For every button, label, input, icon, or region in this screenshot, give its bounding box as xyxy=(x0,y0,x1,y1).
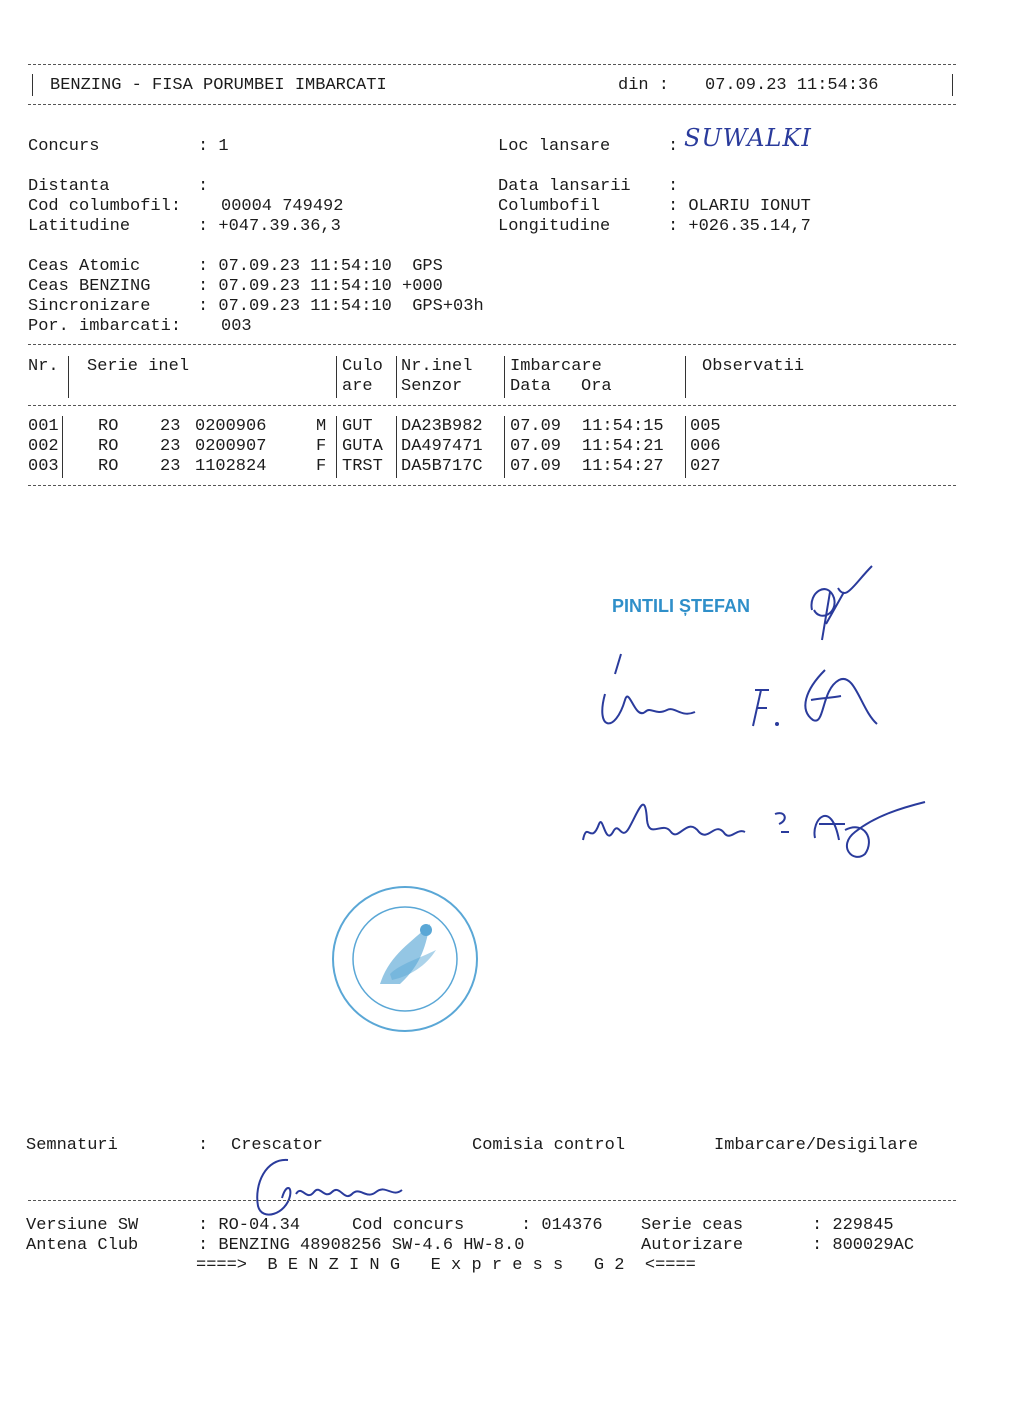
longitudine-value: : +026.35.14,7 xyxy=(668,217,811,236)
col-header-observatii: Observatii xyxy=(702,357,805,376)
cell-date: 07.09 xyxy=(510,417,562,436)
cell-nr: 001 xyxy=(28,417,59,436)
col-header-imbarcare: Imbarcare xyxy=(510,357,602,376)
col-sep xyxy=(504,356,505,398)
col-sep xyxy=(336,356,337,398)
distanta-label: Distanta xyxy=(28,177,110,196)
por-imbarcati-label: Por. imbarcati: xyxy=(28,317,182,336)
table-header-rule xyxy=(28,405,956,406)
col-sep xyxy=(685,356,686,398)
document-title: BENZING - FISA PORUMBEI IMBARCATI xyxy=(50,76,387,95)
cell-color: GUTA xyxy=(342,437,383,456)
concurs-value: : 1 xyxy=(198,137,229,156)
latitudine-value: : +047.39.36,3 xyxy=(198,217,341,236)
autorizare-label: Autorizare xyxy=(641,1236,744,1255)
header-date-value: 07.09.23 11:54:36 xyxy=(705,76,879,95)
cell-obs: 027 xyxy=(690,457,721,476)
cell-country: RO xyxy=(98,437,119,456)
cod-concurs-value: : 014376 xyxy=(521,1216,603,1235)
cell-year: 23 xyxy=(160,457,181,476)
col-header-data: Data xyxy=(510,377,551,396)
serie-ceas-value: : 229845 xyxy=(812,1216,894,1235)
signature-turcu xyxy=(585,650,905,770)
cell-sex: F xyxy=(316,457,327,476)
cell-date: 07.09 xyxy=(510,457,562,476)
cell-date: 07.09 xyxy=(510,437,562,456)
cell-nr: 003 xyxy=(28,457,59,476)
sincronizare-label: Sincronizare xyxy=(28,297,151,316)
col-header-culo: Culo xyxy=(342,357,383,376)
cell-sex: M xyxy=(316,417,327,436)
cell-sensor: DA5B717C xyxy=(401,457,483,476)
cell-obs: 006 xyxy=(690,437,721,456)
ceas-benzing-value: : 07.09.23 11:54:10 +000 xyxy=(198,277,443,296)
cell-time: 11:54:15 xyxy=(582,417,664,436)
cell-ring: 0200907 xyxy=(195,437,267,456)
antena-value: : BENZING 48908256 SW-4.6 HW-8.0 xyxy=(198,1236,525,1255)
header-right-bar xyxy=(952,74,953,96)
semnaturi-label: Semnaturi xyxy=(26,1136,118,1155)
col-header-ora: Ora xyxy=(581,377,612,396)
benzing-banner: ====> B E N Z I N G E x p r e s s G 2 <==== xyxy=(196,1256,696,1275)
cell-time: 11:54:27 xyxy=(582,457,664,476)
cell-nr: 002 xyxy=(28,437,59,456)
antena-label: Antena Club xyxy=(26,1236,139,1255)
columbofil-label: Columbofil xyxy=(498,197,601,216)
longitudine-label: Longitudine xyxy=(498,217,611,236)
crescator-label: Crescator xyxy=(231,1136,323,1155)
cell-country: RO xyxy=(98,457,119,476)
col-header-senzor: Senzor xyxy=(401,377,463,396)
col-header-are: are xyxy=(342,377,373,396)
row-sep xyxy=(504,416,505,478)
versiune-value: : RO-04.34 xyxy=(198,1216,301,1235)
ceas-atomic-label: Ceas Atomic xyxy=(28,257,141,276)
cell-year: 23 xyxy=(160,417,181,436)
latitudine-label: Latitudine xyxy=(28,217,131,236)
serie-ceas-label: Serie ceas xyxy=(641,1216,744,1235)
por-imbarcati-value: 003 xyxy=(221,317,252,336)
col-sep xyxy=(68,356,69,398)
semnaturi-colon: : xyxy=(198,1136,209,1155)
cod-concurs-label: Cod concurs xyxy=(352,1216,465,1235)
imbarcare-desigilare-label: Imbarcare/Desigilare xyxy=(714,1136,919,1155)
columbofil-value: : OLARIU IONUT xyxy=(668,197,811,216)
col-header-nr: Nr. xyxy=(28,357,59,376)
loc-lansare-handwritten: SUWALKI xyxy=(684,124,812,152)
versiune-label: Versiune SW xyxy=(26,1216,139,1235)
data-lansarii-value: : xyxy=(668,177,679,196)
sincronizare-value: : 07.09.23 11:54:10 GPS+03h xyxy=(198,297,484,316)
header-left-bar xyxy=(32,74,33,96)
cell-sensor: DA23B982 xyxy=(401,417,483,436)
cell-color: GUT xyxy=(342,417,373,436)
row-sep xyxy=(396,416,397,478)
comisia-control-label: Comisia control xyxy=(472,1136,626,1155)
row-sep xyxy=(62,416,63,478)
cell-country: RO xyxy=(98,417,119,436)
cod-columbofil-value: 00004 749492 xyxy=(221,197,344,216)
col-sep xyxy=(396,356,397,398)
row-sep xyxy=(685,416,686,478)
concurs-label: Concurs xyxy=(28,137,100,156)
autorizare-value: : 800029AC xyxy=(812,1236,915,1255)
cell-time: 11:54:21 xyxy=(582,437,664,456)
table-bottom-rule xyxy=(28,485,956,486)
footer-rule xyxy=(28,1200,956,1201)
signature-munteanu xyxy=(575,780,935,870)
col-header-nrinel: Nr.inel xyxy=(401,357,473,376)
header-bottom-rule xyxy=(28,104,956,105)
loc-lansare-label: Loc lansare xyxy=(498,137,611,156)
distanta-value: : xyxy=(198,177,209,196)
cell-ring: 0200906 xyxy=(195,417,267,436)
row-sep xyxy=(336,416,337,478)
loc-lansare-colon: : xyxy=(668,137,679,156)
header-top-rule xyxy=(28,64,956,65)
cell-sex: F xyxy=(316,437,327,456)
cell-year: 23 xyxy=(160,437,181,456)
table-top-rule xyxy=(28,344,956,345)
ceas-atomic-value: : 07.09.23 11:54:10 GPS xyxy=(198,257,443,276)
club-seal xyxy=(330,884,480,1034)
cell-sensor: DA497471 xyxy=(401,437,483,456)
cell-obs: 005 xyxy=(690,417,721,436)
signature-pintili xyxy=(800,562,880,652)
ceas-benzing-label: Ceas BENZING xyxy=(28,277,151,296)
cell-ring: 1102824 xyxy=(195,457,267,476)
header-date-label: din : xyxy=(618,76,670,95)
col-header-serie: Serie inel xyxy=(87,357,190,376)
data-lansarii-label: Data lansarii xyxy=(498,177,631,196)
cod-columbofil-label: Cod columbofil: xyxy=(28,197,182,216)
pintili-stefan-stamp: PINTILI ȘTEFAN xyxy=(612,596,751,616)
cell-color: TRST xyxy=(342,457,383,476)
